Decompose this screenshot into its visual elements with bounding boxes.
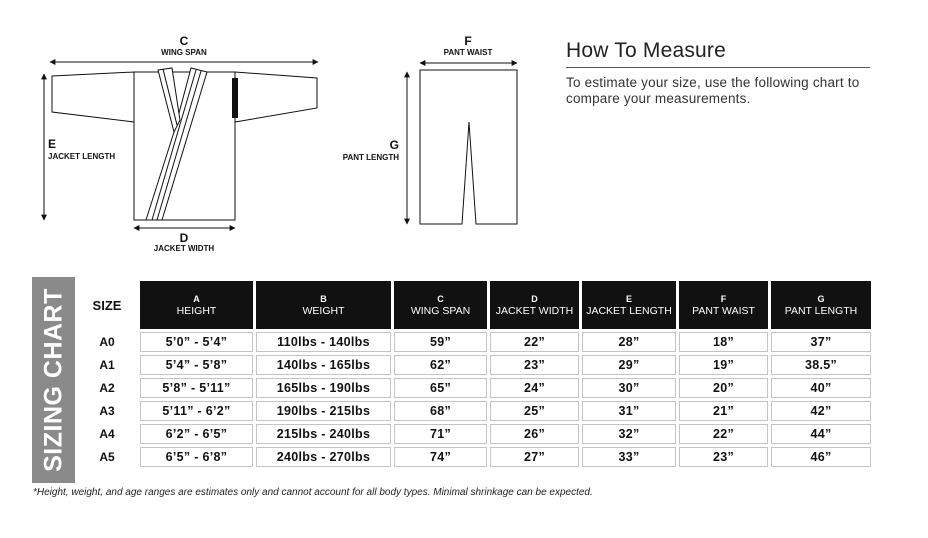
table-cell: 59” [391,332,487,352]
table-cell: 44” [768,424,871,444]
table-cell: 37” [768,332,871,352]
table-cell: 25” [487,401,579,421]
table-cell: 240lbs - 270lbs [253,447,391,467]
header-letter: B [320,293,327,304]
table-cell: 23” [676,447,768,467]
table-cell: 32” [579,424,676,444]
table-cell: 19” [676,355,768,375]
wing-span-label: WING SPAN [161,48,207,57]
wing-span-letter: C [179,34,189,48]
jacket-belt-patch [232,78,238,118]
table-cell: 6’5” - 6’8” [137,447,253,467]
header-letter: A [193,293,200,304]
table-cell: 74” [391,447,487,467]
table-row [77,401,871,421]
size-header: SIZE [77,281,137,329]
sizing-table [77,278,871,470]
table-cell: 71” [391,424,487,444]
pant-waist-label: PANT WAIST [443,48,493,57]
table-cell: 24” [487,378,579,398]
table-cell: 38.5” [768,355,871,375]
table-cell: 30” [579,378,676,398]
jacket-diagram [52,68,317,220]
jacket-left-sleeve [52,72,134,122]
table-cell: 27” [487,447,579,467]
table-cell: 190lbs - 215lbs [253,401,391,421]
table-header-row [77,281,871,329]
table-cell: 215lbs - 240lbs [253,424,391,444]
table-cell: 26” [487,424,579,444]
table-cell: 5’0” - 5’4” [137,332,253,352]
header-pant-waist [676,281,768,329]
table-cell: 31” [579,401,676,421]
table-cell: 5’11” - 6’2” [137,401,253,421]
table-cell: 23” [487,355,579,375]
measurement-diagram [0,0,560,260]
sizing-chart-sidebar [32,277,75,483]
jacket-width-label: JACKET WIDTH [153,244,215,253]
header-label: PANT WAIST [692,304,755,317]
size-cell: A4 [77,424,137,444]
jacket-length-label: JACKET LENGTH [48,152,116,161]
table-row [77,447,871,467]
pant-length-letter: G [389,138,399,152]
header-label: PANT LENGTH [784,304,858,317]
how-to-text: To estimate your size, use the following chart to compare your measurements. [566,75,860,106]
jacket-width-letter: D [179,231,189,245]
header-label: JACKET WIDTH [495,304,574,317]
header-letter: G [817,293,825,304]
table-cell: 165lbs - 190lbs [253,378,391,398]
header-letter: F [720,293,727,304]
header-jacket-width [487,281,579,329]
size-cell: A5 [77,447,137,467]
table-cell: 68” [391,401,487,421]
table-cell: 28” [579,332,676,352]
table-cell: 46” [768,447,871,467]
header-letter: D [531,293,538,304]
header-weight [253,281,391,329]
table-cell: 18” [676,332,768,352]
pant-diagram [420,70,517,224]
header-label: WEIGHT [302,304,345,317]
header-letter: C [437,293,444,304]
pant-length-label: PANT LENGTH [342,153,399,162]
header-jacket-length [579,281,676,329]
how-to-title: How To Measure [566,39,726,62]
table-cell: 21” [676,401,768,421]
size-cell: A2 [77,378,137,398]
table-cell: 65” [391,378,487,398]
header-height [137,281,253,329]
header-label: HEIGHT [176,304,217,317]
header-label: JACKET LENGTH [586,304,672,317]
header-pant-length [768,281,871,329]
table-cell: 5’8” - 5’11” [137,378,253,398]
table-cell: 29” [579,355,676,375]
table-cell: 6’2” - 6’5” [137,424,253,444]
table-cell: 33” [579,447,676,467]
table-row [77,424,871,444]
table-cell: 62” [391,355,487,375]
jacket-right-sleeve [235,72,317,122]
table-cell: 5’4” - 5’8” [137,355,253,375]
size-cell: A0 [77,332,137,352]
table-cell: 42” [768,401,871,421]
table-cell: 22” [487,332,579,352]
table-cell: 110lbs - 140lbs [253,332,391,352]
how-to-measure [566,38,870,107]
table-cell: 140lbs - 165lbs [253,355,391,375]
table-row [77,378,871,398]
header-letter: E [625,293,632,304]
table-cell: 40” [768,378,871,398]
footnote: *Height, weight, and age ranges are estimates only and cannot account for all body types. Minimal shrinkage can be expected. [33,487,593,498]
header-label: WING SPAN [410,304,471,317]
table-cell: 22” [676,424,768,444]
size-cell: A3 [77,401,137,421]
size-cell: A1 [77,355,137,375]
table-cell: 20” [676,378,768,398]
how-to-divider [566,67,870,68]
table-row [77,332,871,352]
jacket-length-letter: E [48,137,57,151]
sizing-chart-title: SIZING CHART [39,288,67,472]
pant-waist-letter: F [464,34,472,48]
header-wing-span [391,281,487,329]
table-row [77,355,871,375]
